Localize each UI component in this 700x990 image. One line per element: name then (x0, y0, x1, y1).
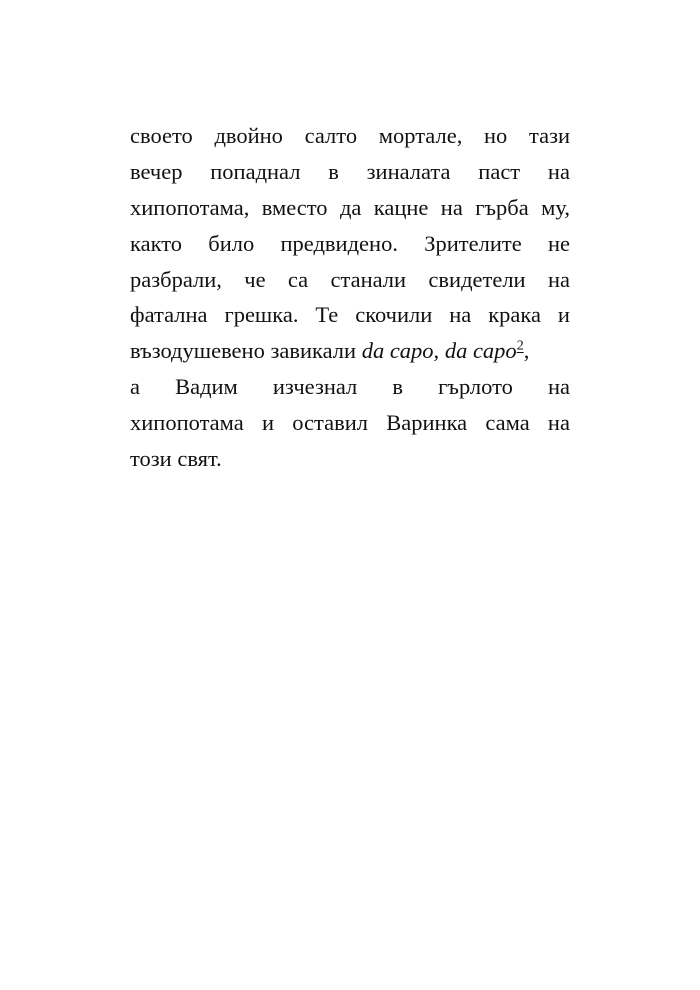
word: на (449, 302, 472, 328)
word: гърба (475, 194, 529, 220)
word: било (208, 230, 255, 256)
text-line (130, 226, 570, 262)
word: Зрителите (424, 230, 522, 256)
italic-phrase: da capo (444, 338, 517, 364)
word: паст (478, 158, 521, 184)
punctuation: , (523, 338, 530, 364)
word: фатална (130, 302, 208, 328)
word: скочили (355, 302, 433, 328)
word: предвидено. (280, 230, 398, 256)
word: тази (528, 123, 570, 148)
text-line (130, 154, 570, 190)
word: както (130, 230, 182, 256)
body-text (130, 118, 570, 477)
text-line (130, 441, 570, 477)
word: Варинка (386, 410, 468, 436)
word: салто (304, 123, 358, 148)
text-line (130, 369, 570, 405)
word: своето (130, 123, 193, 148)
word: сама (485, 410, 530, 436)
italic-phrase-group (362, 333, 530, 369)
word: възодушевено (130, 338, 265, 364)
word: зиналата (366, 158, 451, 184)
word: крака (488, 302, 541, 328)
word: вечер (130, 158, 183, 184)
word: вместо (261, 194, 328, 220)
text-line (130, 405, 570, 441)
word: Вадим (175, 374, 238, 400)
word: станали (330, 266, 407, 292)
word: гърлото (438, 374, 513, 400)
footnote-reference-link[interactable]: 2 (516, 338, 524, 354)
word: на (440, 194, 463, 220)
word: изчезнал (272, 374, 358, 400)
word: а (130, 374, 140, 400)
word: на (547, 158, 570, 184)
word: в (392, 374, 403, 400)
word: попаднал (210, 158, 301, 184)
text-line (130, 297, 570, 333)
text-line (130, 262, 570, 298)
word: свят. (177, 446, 222, 472)
word: му, (541, 194, 570, 220)
word: кацне (373, 194, 429, 220)
word: на (547, 374, 570, 400)
word: да (339, 194, 362, 220)
word: и (261, 410, 275, 436)
word: и (557, 302, 570, 328)
word: но (484, 123, 508, 148)
word: хипопотама, (130, 194, 250, 220)
text-line (130, 118, 570, 154)
italic-phrase: da capo, (361, 338, 440, 364)
word: грешка. (224, 302, 299, 328)
word: не (547, 230, 570, 256)
word: на (547, 266, 570, 292)
word: свидетели (428, 266, 526, 292)
word: този (130, 446, 172, 472)
word: оставил (292, 410, 369, 436)
word: разбрали, (130, 266, 222, 292)
word: завикали (270, 338, 357, 364)
word: на (547, 410, 570, 436)
word: хипопотама (130, 410, 244, 436)
word: Те (315, 302, 339, 328)
word: в (328, 158, 339, 184)
word: че (244, 266, 266, 292)
word: двойно (214, 123, 283, 148)
text-line (130, 190, 570, 226)
word: са (287, 266, 309, 292)
word: мортале, (378, 123, 463, 148)
text-line (130, 333, 570, 369)
